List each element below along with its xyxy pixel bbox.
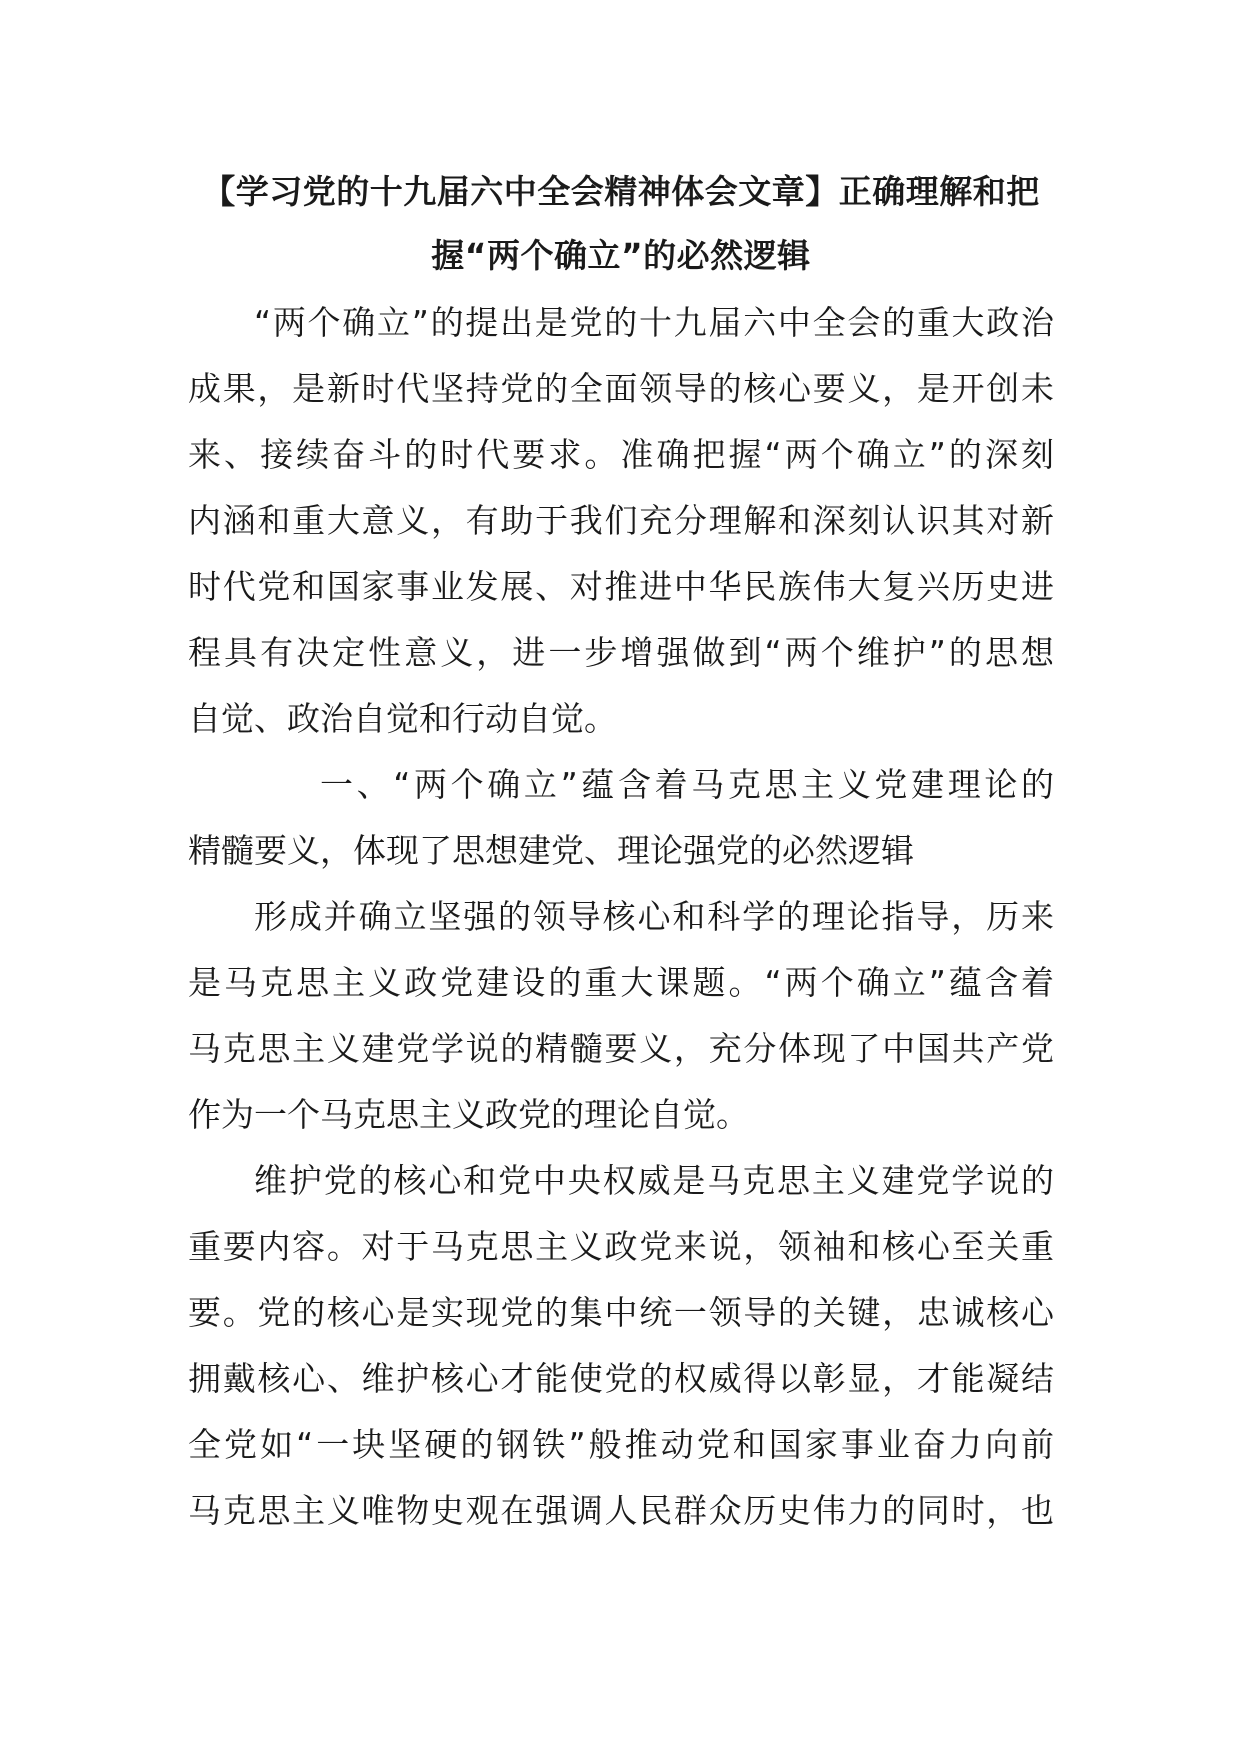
paragraph-line: 作为一个马克思主义政党的理论自觉。 — [188, 1095, 749, 1134]
title-line: 【学习党的十九届六中全会精神体会文章】正确理解和把 — [202, 172, 1040, 211]
heading-line: 精髓要义，体现了思想建党、理论强党的必然逻辑 — [188, 831, 914, 870]
paragraph-line: 马克思主义唯物史观在强调人民群众历史伟力的同时，也 — [188, 1491, 1054, 1530]
paragraph-line: 是马克思主义政党建设的重大课题。“两个确立”蕴含着 — [188, 963, 1054, 1002]
paragraph-line: 马克思主义建党学说的精髓要义，充分体现了中国共产党 — [188, 1029, 1054, 1068]
paragraph-line: 重要内容。对于马克思主义政党来说，领袖和核心至关重 — [188, 1227, 1054, 1266]
paragraph-line: 内涵和重大意义，有助于我们充分理解和深刻认识其对新 — [188, 501, 1054, 540]
section-heading — [188, 752, 1054, 884]
paragraph-line: 时代党和国家事业发展、对推进中华民族伟大复兴历史进 — [188, 567, 1054, 606]
paragraph-line: 全党如“一块坚硬的钢铁”般推动党和国家事业奋力向前 — [188, 1425, 1054, 1464]
paragraph-intro — [188, 290, 1054, 752]
paragraph-line: 来、接续奋斗的时代要求。准确把握“两个确立”的深刻 — [188, 435, 1054, 474]
paragraph-line: 成果，是新时代坚持党的全面领导的核心要义，是开创未 — [188, 369, 1054, 408]
paragraph-line: 自觉、政治自觉和行动自觉。 — [188, 699, 617, 738]
heading-line: 一、“两个确立”蕴含着马克思主义党建理论的 — [320, 765, 1054, 804]
paragraph-line: 拥戴核心、维护核心才能使党的权威得以彰显，才能凝结 — [188, 1359, 1054, 1398]
paragraph-line: “两个确立”的提出是党的十九届六中全会的重大政治 — [254, 303, 1054, 342]
paragraph-line: 程具有决定性意义，进一步增强做到“两个维护”的思想 — [188, 633, 1054, 672]
document-body — [188, 290, 1054, 1544]
document-title — [188, 160, 1054, 288]
paragraph-line: 形成并确立坚强的领导核心和科学的理论指导，历来 — [254, 897, 1054, 936]
document-content — [188, 160, 1054, 1544]
paragraph-line: 要。党的核心是实现党的集中统一领导的关键，忠诚核心 — [188, 1293, 1054, 1332]
paragraph-core — [188, 1148, 1054, 1544]
paragraph-theory — [188, 884, 1054, 1148]
title-line: 握“两个确立”的必然逻辑 — [431, 236, 811, 275]
paragraph-line: 维护党的核心和党中央权威是马克思主义建党学说的 — [254, 1161, 1054, 1200]
